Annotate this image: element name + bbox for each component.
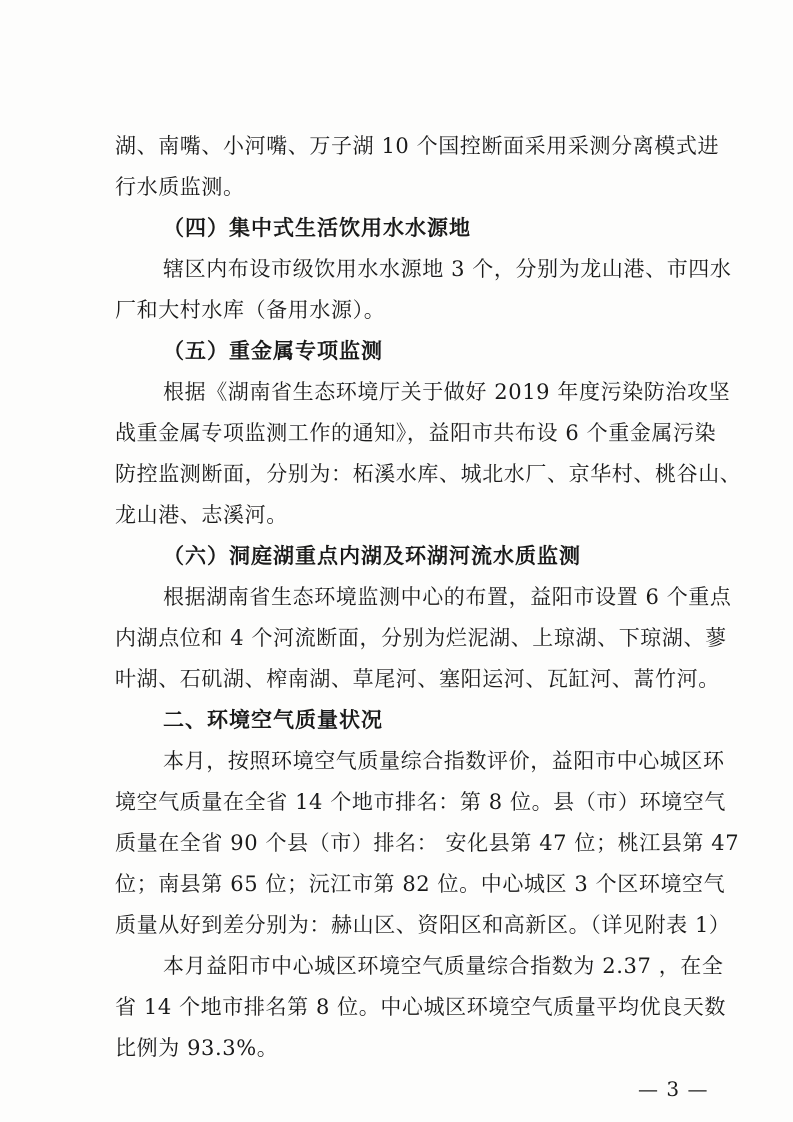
paragraph-line: 本月益阳市中心城区环境空气质量综合指数为 2.37 ，在全 bbox=[163, 954, 724, 978]
paragraph-line: 龙山港、志溪河。 bbox=[115, 503, 288, 527]
paragraph-line: 根据湖南省生态环境监测中心的布置，益阳市设置 6 个重点 bbox=[163, 585, 732, 609]
section-heading: （六）洞庭湖重点内湖及环湖河流水质监测 bbox=[163, 544, 581, 568]
paragraph-line: 厂和大村水库（备用水源）。 bbox=[115, 298, 386, 322]
paragraph-line: 叶湖、石矶湖、榨南湖、草尾河、塞阳运河、瓦缸河、蒿竹河。 bbox=[115, 667, 720, 691]
paragraph-line: 内湖点位和 4 个河流断面，分别为烂泥湖、上琼湖、下琼湖、蓼 bbox=[115, 626, 727, 650]
paragraph-line: 位；南县第 65 位；沅江市第 82 位。中心城区 3 个区环境空气 bbox=[115, 872, 726, 896]
paragraph-line: 防控监测断面，分别为：柘溪水库、城北水厂、京华村、桃谷山、 bbox=[115, 462, 742, 486]
page-number: — 3 — bbox=[638, 1077, 709, 1101]
paragraph-line: 质量在全省 90 个县（市）排名： 安化县第 47 位；桃江县第 47 bbox=[115, 831, 740, 855]
paragraph-line: 本月，按照环境空气质量综合指数评价，益阳市中心城区环 bbox=[163, 749, 725, 773]
section-heading: （四）集中式生活饮用水水源地 bbox=[163, 216, 471, 240]
paragraph-line: 辖区内布设市级饮用水水源地 3 个，分别为龙山港、市四水 bbox=[163, 257, 732, 281]
paragraph-line: 行水质监测。 bbox=[115, 175, 245, 199]
section-heading: （五）重金属专项监测 bbox=[163, 339, 383, 363]
paragraph-line: 湖、南嘴、小河嘴、万子湖 10 个国控断面采用采测分离模式进 bbox=[115, 134, 720, 158]
chapter-heading: 二、环境空气质量状况 bbox=[163, 708, 383, 732]
paragraph-line: 质量从好到差分别为：赫山区、资阳区和高新区。（详见附表 1） bbox=[115, 913, 731, 937]
paragraph-line: 战重金属专项监测工作的通知》，益阳市共布设 6 个重金属污染 bbox=[115, 421, 717, 445]
paragraph-line: 根据《湖南省生态环境厅关于做好 2019 年度污染防治攻坚 bbox=[163, 380, 731, 404]
paragraph-line: 省 14 个地市排名第 8 位。中心城区环境空气质量平均优良天数 bbox=[115, 995, 726, 1019]
paragraph-line: 境空气质量在全省 14 个地市排名：第 8 位。县（市）环境空气 bbox=[115, 790, 726, 814]
paragraph-line: 比例为 93.3%。 bbox=[115, 1036, 279, 1060]
